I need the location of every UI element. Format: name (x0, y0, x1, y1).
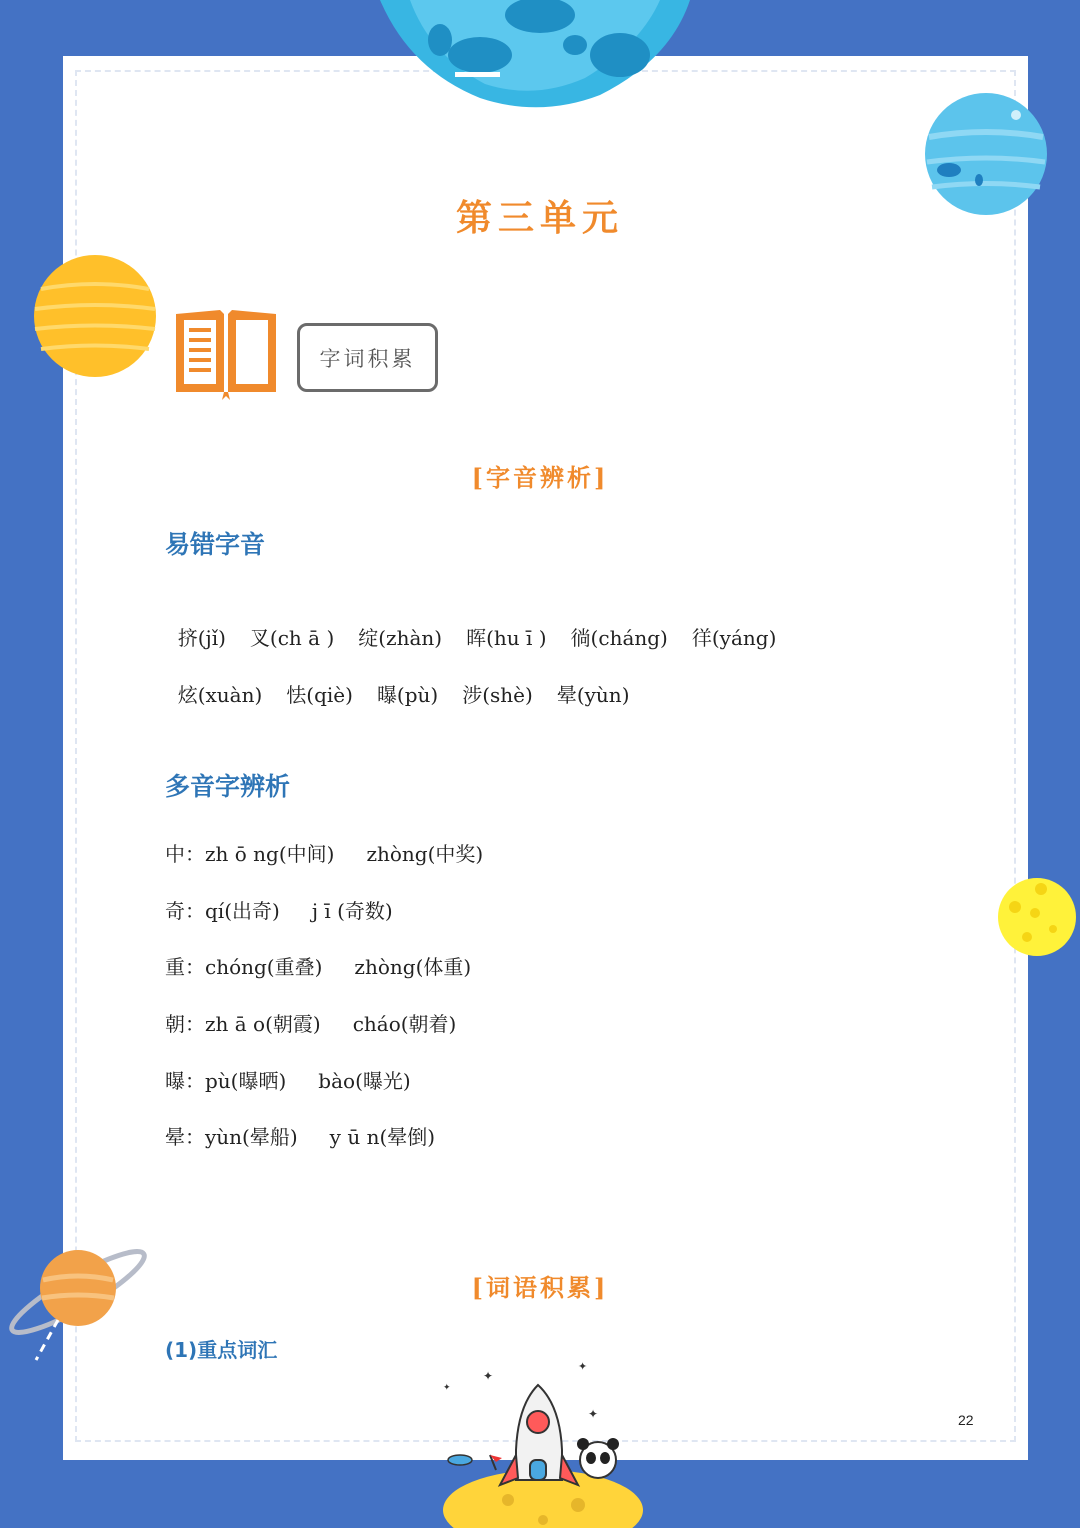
polyphonic-reading-b: cháo(朝着) (352, 1012, 457, 1036)
polyphonic-heading: 多音字辨析 (165, 772, 291, 801)
polyphonic-char: 奇： (165, 899, 205, 923)
polyphonic-reading-b: zhòng(中奖) (366, 842, 484, 866)
yellow-moon-icon (997, 877, 1077, 957)
pronunciation-heading: [字音辨析] (471, 463, 609, 492)
pinyin-item: 挤(jǐ) (177, 626, 226, 650)
polyphonic-row (165, 1008, 456, 1037)
rocket-panda-illustration (438, 1360, 648, 1528)
page-number: 22 (958, 1412, 974, 1428)
polyphonic-reading-a: zh ā o(朝霞) (205, 1012, 321, 1036)
easy-wrong-row-1 (165, 598, 800, 651)
polyphonic-row (165, 951, 471, 980)
pinyin-item: 涉(shè) (462, 683, 533, 707)
polyphonic-char: 中： (165, 842, 205, 866)
polyphonic-reading-a: yùn(晕船) (205, 1125, 298, 1149)
polyphonic-reading-a: chóng(重叠) (205, 955, 323, 979)
svg-text:✦: ✦ (443, 1383, 451, 1393)
pinyin-item: 晖(hu ī ) (466, 626, 547, 650)
easy-wrong-heading: 易错字音 (165, 530, 266, 559)
orange-planet-icon (33, 254, 157, 378)
polyphonic-row (165, 895, 393, 924)
polyphonic-char: 重： (165, 955, 205, 979)
vocabulary-heading: [词语积累] (471, 1273, 609, 1302)
section-label-box: 字词积累 (297, 323, 438, 392)
pinyin-item: 炫(xuàn) (177, 683, 263, 707)
polyphonic-char: 曝： (165, 1069, 205, 1093)
pinyin-item: 绽(zhàn) (358, 626, 443, 650)
pinyin-item: 叉(ch ā ) (249, 626, 335, 650)
pinyin-item: 徜(cháng) (570, 626, 668, 650)
svg-text:✦: ✦ (578, 1360, 588, 1373)
saturn-planet-icon (8, 1240, 158, 1370)
polyphonic-char: 朝： (165, 1012, 205, 1036)
polyphonic-row (165, 838, 483, 867)
open-book-icon (172, 306, 280, 402)
polyphonic-reading-a: zh ō ng(中间) (205, 842, 335, 866)
blue-moon-planet-icon (370, 0, 700, 110)
pinyin-item: 徉(yáng) (691, 626, 777, 650)
polyphonic-reading-b: bào(曝光) (318, 1069, 411, 1093)
pinyin-item: 怯(qiè) (286, 683, 353, 707)
polyphonic-reading-b: zhòng(体重) (354, 955, 472, 979)
polyphonic-reading-a: pù(曝晒) (205, 1069, 287, 1093)
polyphonic-row (165, 1065, 411, 1094)
polyphonic-reading-b: y ū n(晕倒) (329, 1125, 436, 1149)
pinyin-item: 晕(yùn) (556, 683, 630, 707)
key-vocabulary-subheading: (1)重点词汇 (165, 1338, 278, 1362)
polyphonic-row (165, 1121, 435, 1150)
polyphonic-char: 晕： (165, 1125, 205, 1149)
svg-text:✦: ✦ (483, 1369, 494, 1383)
polyphonic-reading-a: qí(出奇) (205, 899, 280, 923)
easy-wrong-row-2 (165, 655, 654, 708)
page-title: 第三单元 (455, 197, 624, 239)
svg-text:✦: ✦ (588, 1407, 599, 1421)
pinyin-item: 曝(pù) (376, 683, 439, 707)
dashed-frame (75, 70, 1016, 1442)
polyphonic-reading-b: j ī (奇数) (311, 899, 393, 923)
